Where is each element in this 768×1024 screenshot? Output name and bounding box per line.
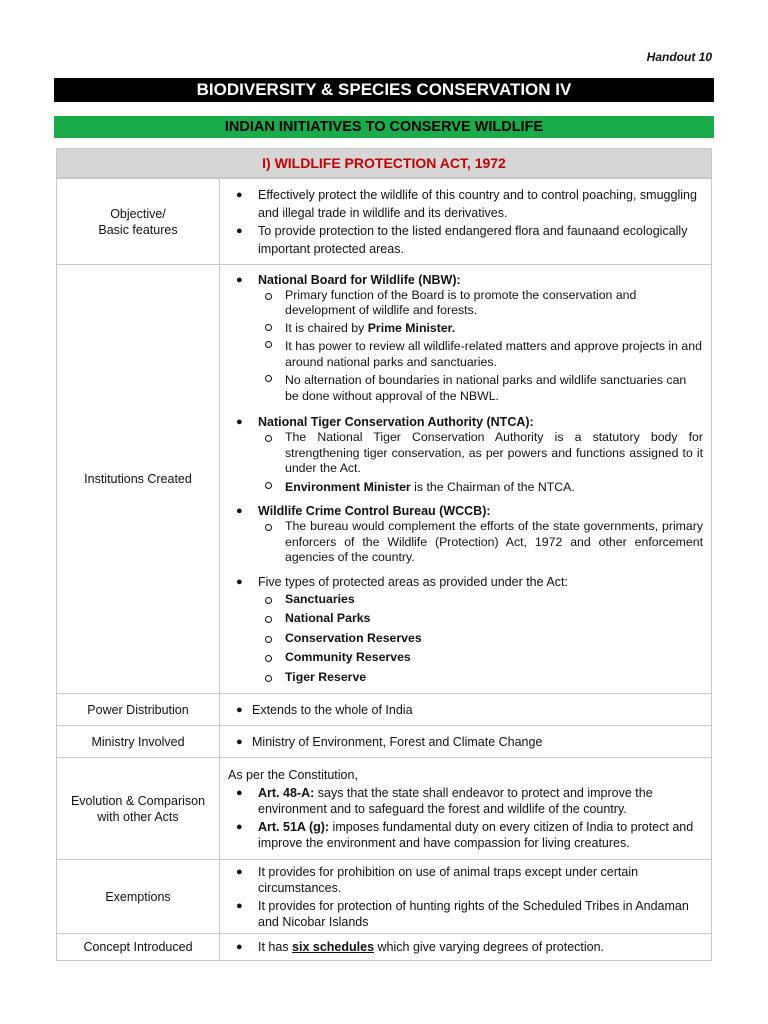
- document-title: BIODIVERSITY & SPECIES CONSERVATION IV: [54, 78, 714, 102]
- list-item-nbw: [228, 272, 703, 405]
- list-item: ● Ministry of Environment, Forest and Climate Change: [228, 734, 703, 750]
- row-content-ministry: [220, 726, 712, 758]
- protected-area-item: Tiger Reserve: [258, 668, 703, 688]
- wccb-heading: Wildlife Crime Control Bureau (WCCB):: [258, 504, 491, 519]
- protected-area-item: Sanctuaries: [258, 590, 703, 610]
- label-line: Evolution & Comparison: [70, 793, 206, 808]
- row-content-objective: [220, 179, 712, 265]
- list-item: ● It provides for prohibition on use of animal traps except under certain circumstances.: [228, 864, 703, 896]
- protected-area-item: Conservation Reserves: [258, 629, 703, 649]
- protected-area-item: Community Reserves: [258, 648, 703, 668]
- table-row-objective: [57, 179, 712, 265]
- six-schedules-link-text: six schedules: [292, 940, 375, 954]
- protected-area-item: National Parks: [258, 609, 703, 629]
- label-line: with other Acts: [97, 809, 179, 824]
- evolution-intro: As per the Constitution,: [228, 768, 358, 782]
- wildlife-act-table: [56, 148, 712, 961]
- row-label-ministry: Ministry Involved: [57, 726, 220, 758]
- row-label-institutions: Institutions Created: [57, 265, 220, 694]
- handout-number: Handout 10: [646, 50, 712, 64]
- row-content-institutions: [220, 265, 712, 694]
- label-line: Objective/: [110, 206, 166, 221]
- table-row-concept: [57, 934, 712, 961]
- list-item: ● It provides for protection of hunting rights of the Scheduled Tribes in Andaman and Nicobar Islands: [228, 898, 703, 930]
- list-item-art48: ● Art. 48-A: says that the state shall endeavor to protect and improve the environment and to safeguard the forest and wildlife of the country.: [228, 785, 703, 817]
- list-item: ● Extends to the whole of India: [228, 702, 703, 718]
- row-content-exemptions: [220, 860, 712, 934]
- row-label-exemptions: Exemptions: [57, 860, 220, 934]
- row-label-objective: [57, 179, 220, 265]
- sub-item: Primary function of the Board is to promote the conservation and development of wildlife and forests.: [258, 288, 703, 319]
- list-item-ntca: [228, 414, 703, 495]
- table-row-exemptions: [57, 860, 712, 934]
- row-label-power: Power Distribution: [57, 694, 220, 726]
- sub-item: The National Tiger Conservation Authority is a statutory body for strengthening tiger conservation, as per powers and functions assigned to it under the Act.: [258, 430, 703, 477]
- list-item-wccb: [228, 503, 703, 566]
- sub-item: It has power to review all wildlife-related matters and approve projects in and around national parks and sanctuaries.: [258, 336, 703, 370]
- row-content-concept: [220, 934, 712, 961]
- list-item: ● Effectively protect the wildlife of this country and to control poaching, smuggling and illegal trade in wildlife and its derivatives.: [228, 186, 703, 222]
- sub-item: The bureau would complement the efforts of the state governments, primary enforcers of the Wildlife (Protection) Act, 1972 and other enforcement agencies of the country.: [258, 519, 703, 566]
- table-title: I) WILDLIFE PROTECTION ACT, 1972: [56, 148, 712, 178]
- table-row-evolution: [57, 758, 712, 860]
- nbw-heading: National Board for Wildlife (NBW):: [258, 272, 461, 287]
- act-details-table: [56, 178, 712, 961]
- row-label-evolution: [57, 758, 220, 860]
- table-row-power: [57, 694, 712, 726]
- row-label-concept: Concept Introduced: [57, 934, 220, 961]
- section-subtitle: INDIAN INITIATIVES TO CONSERVE WILDLIFE: [54, 116, 714, 138]
- list-item-areas: [228, 574, 703, 688]
- table-row-ministry: [57, 726, 712, 758]
- sub-item: No alternation of boundaries in national parks and wildlife sanctuaries can be done without approval of the NBWL.: [258, 370, 703, 404]
- list-item: ● To provide protection to the listed endangered flora and faunaand ecologically important protected areas.: [228, 222, 703, 258]
- list-item-art51: ● Art. 51A (g): imposes fundamental duty on every citizen of India to protect and improve the environment and have compassion for living creatures.: [228, 819, 703, 851]
- sub-item: It is chaired by Prime Minister.: [258, 319, 703, 337]
- sub-item: Environment Minister is the Chairman of the NTCA.: [258, 477, 703, 496]
- areas-heading: Five types of protected areas as provided under the Act:: [258, 574, 568, 589]
- row-content-power: [220, 694, 712, 726]
- list-item: ● It has six schedules which give varying degrees of protection.: [228, 939, 703, 955]
- table-row-institutions: [57, 265, 712, 694]
- label-line: Basic features: [98, 222, 178, 237]
- ntca-heading: National Tiger Conservation Authority (NTCA):: [258, 415, 534, 430]
- row-content-evolution: [220, 758, 712, 860]
